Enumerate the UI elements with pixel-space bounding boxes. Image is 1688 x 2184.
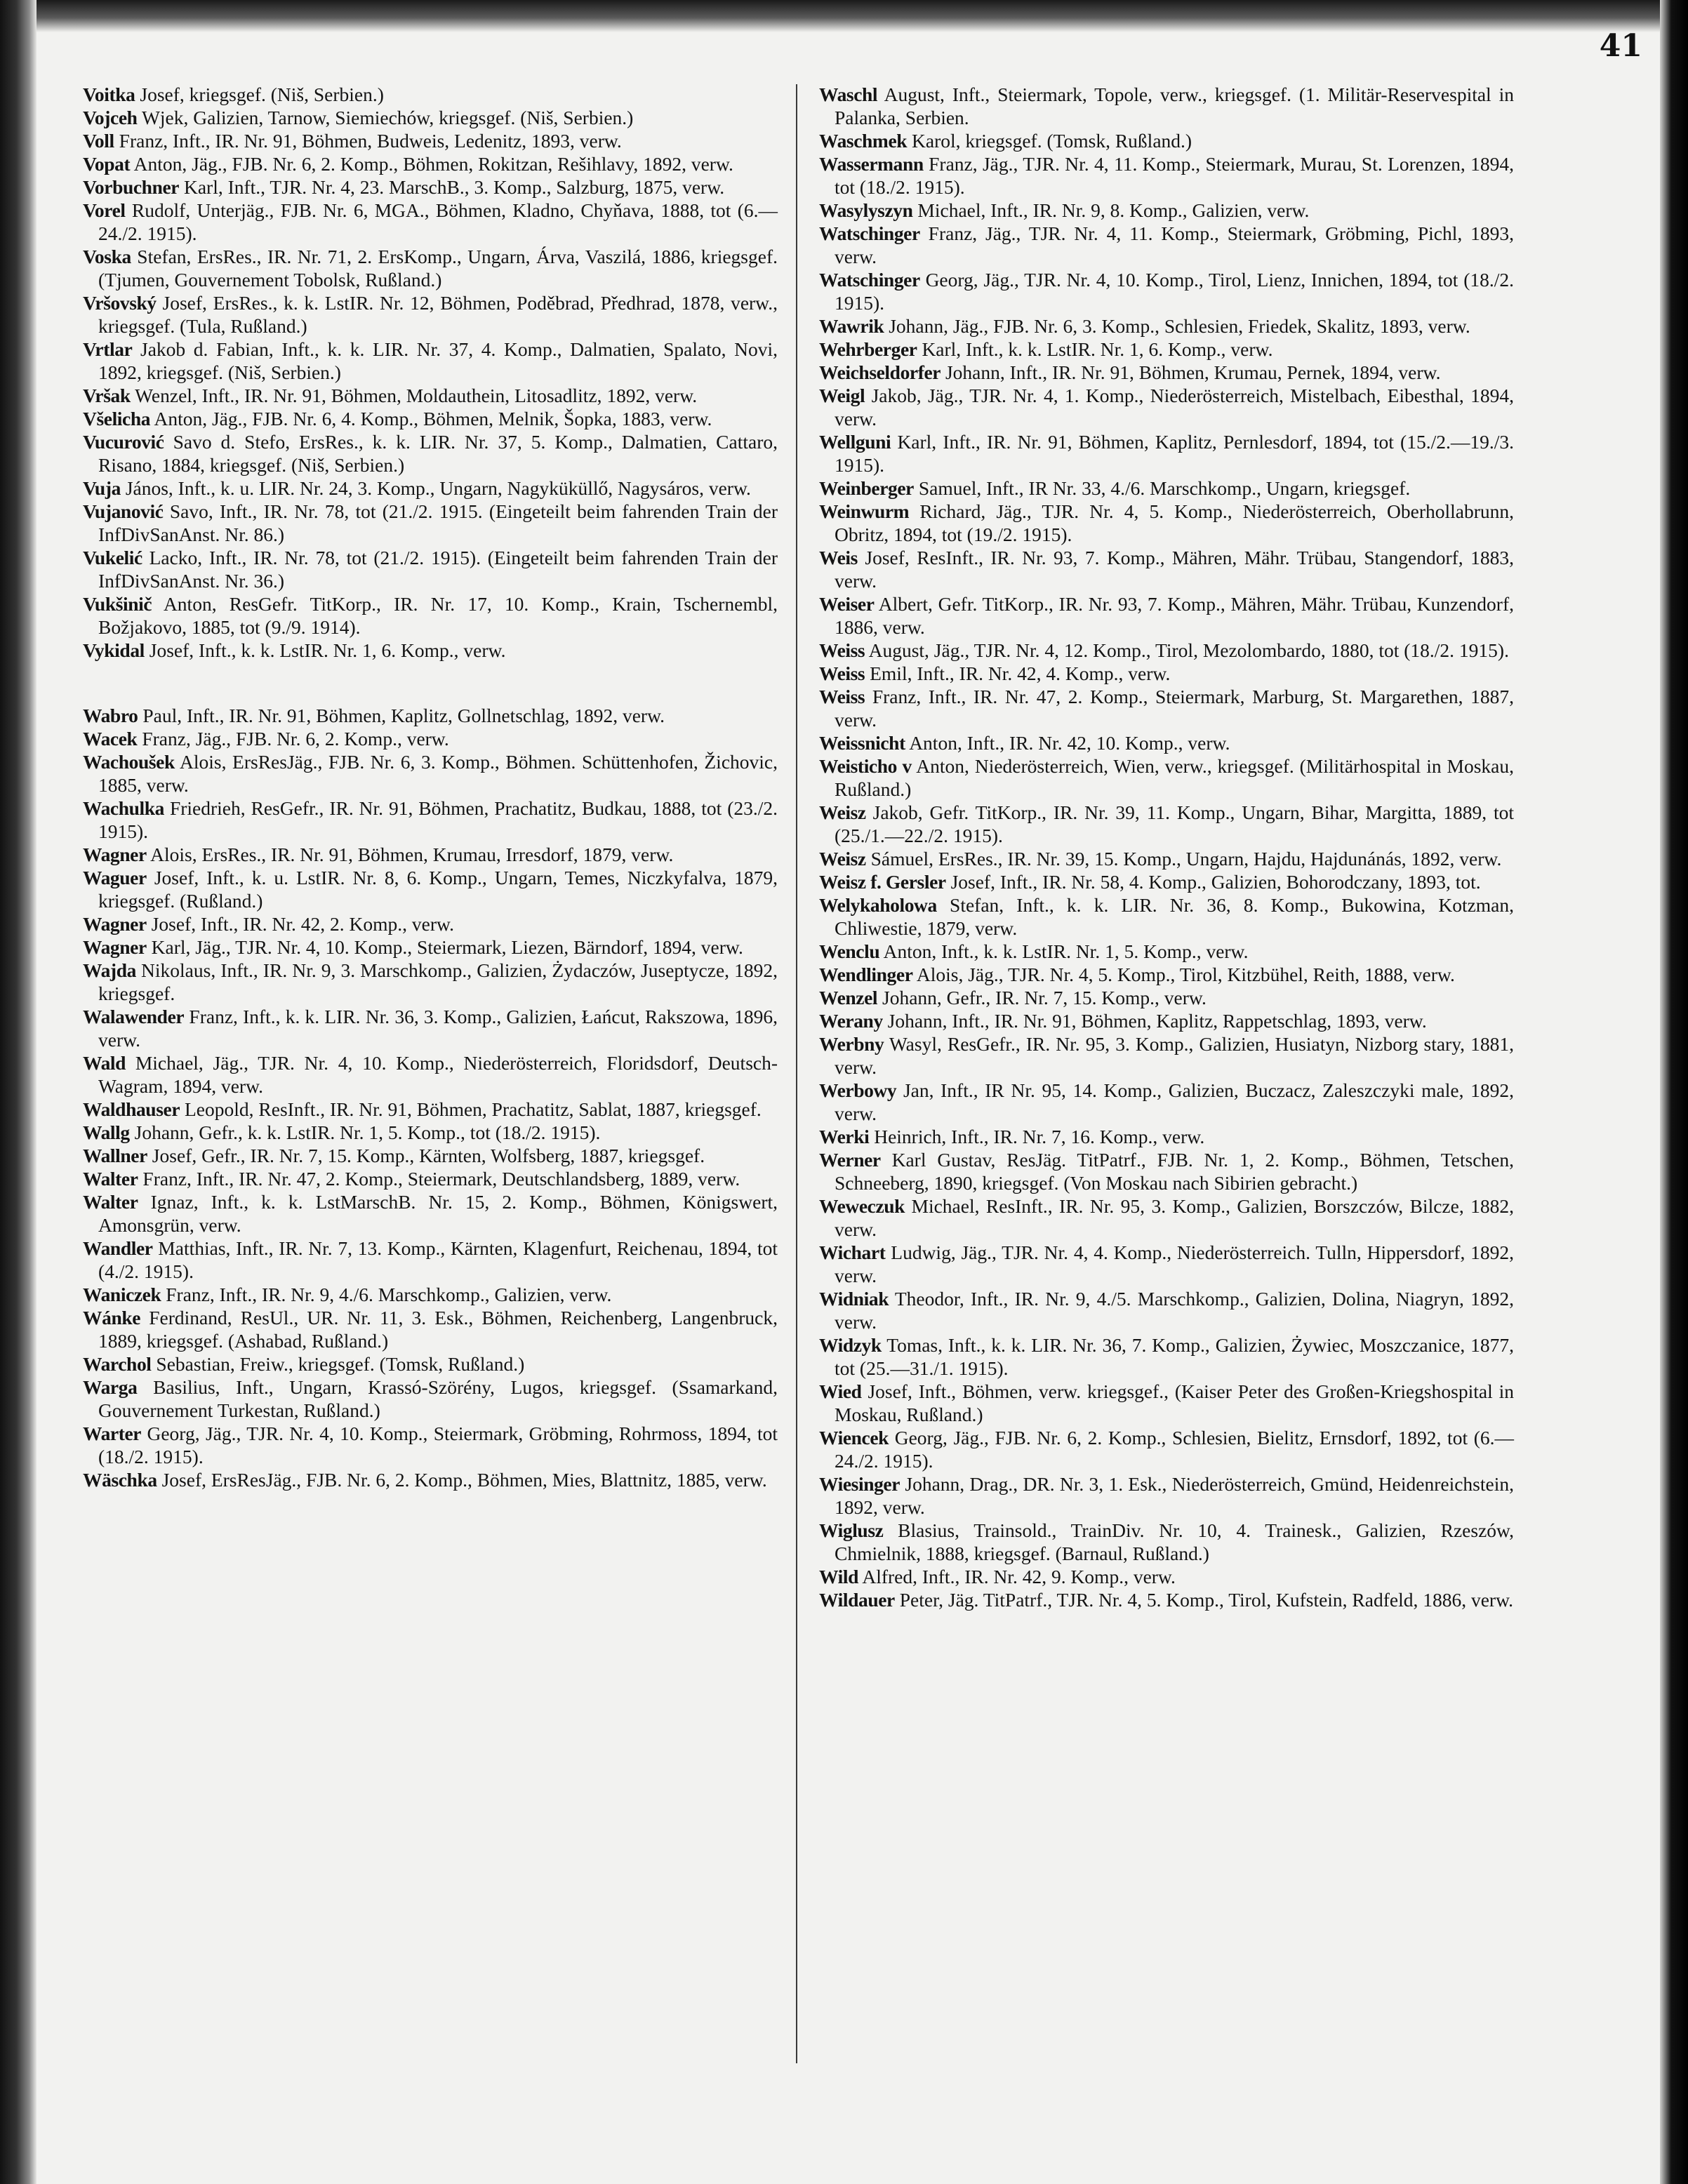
entry-surname: Wabro — [83, 705, 138, 726]
entry-surname: Waschmek — [819, 130, 908, 152]
entry-surname: Wagner — [83, 936, 147, 958]
entry-surname: Weiss — [819, 662, 865, 684]
entry — [819, 338, 1514, 361]
entry — [819, 1194, 1514, 1241]
entry — [83, 1190, 778, 1237]
entry-surname: Wawrik — [819, 315, 884, 337]
entry-surname: Wachoušek — [83, 751, 175, 773]
entry-details: Anton, ResGefr. TitKorp., IR. Nr. 17, 10. Komp., Krain, Tschernembl, Božjakovo, 1885, tot (9./9. 1914). — [98, 593, 778, 638]
entry-surname: Wallg — [83, 1121, 130, 1143]
entry-surname: Widzyk — [819, 1334, 882, 1356]
entry-details: Basilius, Inft., Ungarn, Krassó-Szörény, Lugos, kriegsgef. (Ssamarkand, Gouvernement Turkestan, Rußland.) — [98, 1376, 778, 1421]
entry-details: Karol, kriegsgef. (Tomsk, Rußland.) — [912, 130, 1192, 152]
entry-surname: Vopat — [83, 153, 131, 175]
entry — [83, 477, 778, 500]
entry-surname: Vukelić — [83, 547, 142, 568]
entry-surname: Weiser — [819, 593, 875, 615]
entry-details: Michael, ResInft., IR. Nr. 95, 3. Komp., Galizien, Borszczów, Bilcze, 1882, verw. — [835, 1195, 1515, 1240]
entry-surname: Voitka — [83, 84, 135, 105]
entry — [819, 1241, 1514, 1287]
entry-details: Jakob, Gefr. TitKorp., IR. Nr. 39, 11. Komp., Ungarn, Bihar, Margitta, 1889, tot (25./1.—22./2. 1915). — [835, 801, 1515, 846]
entry-surname: Welykaholowa — [819, 894, 937, 916]
entry — [83, 1352, 778, 1376]
entry-surname: Wild — [819, 1566, 858, 1587]
entry-details: Karl, Inft., k. k. LstIR. Nr. 1, 6. Komp., verw. — [922, 338, 1273, 360]
entry-surname: Weisz f. Gersler — [819, 871, 946, 893]
entry — [819, 662, 1514, 685]
entry-details: Peter, Jäg. TitPatrf., TJR. Nr. 4, 5. Komp., Tirol, Kufstein, Radfeld, 1886, verw. — [899, 1589, 1514, 1611]
entry — [819, 129, 1514, 152]
entry — [83, 1098, 778, 1121]
entry-surname: Waldhauser — [83, 1098, 180, 1120]
entry-details: Richard, Jäg., TJR. Nr. 4, 5. Komp., Niederösterreich, Oberhollabrunn, Obritz, 1894, tot (19./2. 1915). — [835, 500, 1514, 545]
entry-details: Sámuel, ErsRes., IR. Nr. 39, 15. Komp., Ungarn, Hajdu, Hajdunánás, 1892, verw. — [870, 848, 1502, 870]
entry-surname: Vukšinič — [83, 593, 152, 615]
entry-details: Josef, Inft., IR. Nr. 58, 4. Komp., Galizien, Bohorodczany, 1893, tot. — [950, 871, 1481, 893]
entry — [83, 1422, 778, 1468]
entry-surname: Voll — [83, 130, 114, 152]
entry-surname: Wajda — [83, 959, 136, 981]
entry — [819, 1009, 1514, 1032]
entry — [83, 843, 778, 866]
entry-surname: Wasylyszyn — [819, 199, 913, 221]
entry-surname: Vrtlar — [83, 338, 133, 360]
entry-details: Albert, Gefr. TitKorp., IR. Nr. 93, 7. Komp., Mähren, Mähr. Trübau, Kunzendorf, 1886, verw. — [835, 593, 1514, 638]
entry-surname: Wánke — [83, 1307, 141, 1329]
entry — [83, 1144, 778, 1167]
entry-surname: Weiss — [819, 639, 865, 661]
entry — [83, 935, 778, 959]
entry-details: Matthias, Inft., IR. Nr. 7, 13. Komp., Kärnten, Klagenfurt, Reichenau, 1894, tot (4./2. 1915). — [98, 1237, 778, 1282]
entry-details: Josef, Inft., Böhmen, verw. kriegsgef., (Kaiser Peter des Großen-Kriegshospital in Moskau, Rußland.) — [835, 1380, 1514, 1425]
entry — [819, 222, 1514, 268]
entry — [83, 704, 778, 727]
entry — [819, 1333, 1514, 1380]
entry — [819, 754, 1514, 801]
entry-details: Johann, Jäg., FJB. Nr. 6, 3. Komp., Schlesien, Friedek, Skalitz, 1893, verw. — [889, 315, 1470, 337]
entry — [819, 870, 1514, 893]
entry — [819, 500, 1514, 546]
entry-details: Anton, Niederösterreich, Wien, verw., kriegsgef. (Militärhospital in Moskau, Rußland.) — [835, 755, 1515, 800]
entry-details: Anton, Inft., k. k. LstIR. Nr. 1, 5. Komp., verw. — [883, 940, 1249, 962]
entry-details: Franz, Inft., IR. Nr. 47, 2. Komp., Steiermark, Marburg, St. Margarethen, 1887, verw. — [835, 686, 1514, 731]
entry — [819, 1079, 1514, 1125]
entry-details: Franz, Inft., IR. Nr. 9, 4./6. Marschkomp., Galizien, verw. — [166, 1284, 612, 1305]
scan-edge-right — [1660, 0, 1688, 2184]
entry-surname: Warter — [83, 1423, 142, 1444]
entry-details: Leopold, ResInft., IR. Nr. 91, Böhmen, Prachatitz, Sablat, 1887, kriegsgef. — [185, 1098, 762, 1120]
entry — [83, 727, 778, 750]
entry — [83, 866, 778, 912]
entry — [819, 801, 1514, 847]
entry-surname: Watschinger — [819, 222, 920, 244]
entry-details: Sebastian, Freiw., kriegsgef. (Tomsk, Rußland.) — [156, 1353, 525, 1375]
entry — [819, 731, 1514, 754]
entry-details: Emil, Inft., IR. Nr. 42, 4. Komp., verw. — [870, 662, 1171, 684]
entry-surname: Weichseldorfer — [819, 361, 941, 383]
entry-surname: Werany — [819, 1010, 883, 1032]
column-divider — [796, 84, 797, 2063]
entry — [819, 1519, 1514, 1565]
entry-details: Ludwig, Jäg., TJR. Nr. 4, 4. Komp., Niederösterreich. Tulln, Hippersdorf, 1892, verw. — [835, 1241, 1514, 1286]
entry — [83, 106, 778, 129]
entry — [83, 1051, 778, 1098]
entry-details: Paul, Inft., IR. Nr. 91, Böhmen, Kaplitz, Gollnetschlag, 1892, verw. — [142, 705, 665, 726]
entry-details: Josef, Inft., IR. Nr. 42, 2. Komp., verw. — [151, 913, 454, 935]
right-column — [819, 83, 1514, 1611]
entry-details: Michael, Inft., IR. Nr. 9, 8. Komp., Galizien, verw. — [917, 199, 1310, 221]
entry — [819, 1125, 1514, 1148]
entry-surname: Weisz — [819, 801, 866, 823]
entry-details: Stefan, Inft., k. k. LIR. Nr. 36, 8. Komp., Bukowina, Kotzman, Chliwestie, 1879, verw. — [835, 894, 1515, 939]
entry — [819, 199, 1514, 222]
entry — [819, 893, 1514, 940]
entry — [819, 847, 1514, 870]
entry — [819, 986, 1514, 1009]
entry — [83, 1167, 778, 1190]
entry-surname: Wendlinger — [819, 964, 913, 985]
entry — [819, 1032, 1514, 1079]
entry-details: Franz, Jäg., TJR. Nr. 4, 11. Komp., Steiermark, Murau, St. Lorenzen, 1894, tot (18./2. 1915). — [835, 153, 1514, 198]
entry — [83, 797, 778, 843]
entry — [819, 83, 1514, 129]
entry-surname: Waniczek — [83, 1284, 161, 1305]
entry-details: Ferdinand, ResUl., UR. Nr. 11, 3. Esk., Böhmen, Reichenberg, Langenbruck, 1889, kriegsgef. (Ashabad, Rußland.) — [98, 1307, 778, 1352]
entry-details: Karl, Inft., IR. Nr. 91, Böhmen, Kaplitz, Pernlesdorf, 1894, tot (15./2.—19./3. 1915). — [835, 431, 1514, 476]
entry — [83, 384, 778, 407]
entry-details: Wasyl, ResGefr., IR. Nr. 95, 3. Komp., Galizien, Husiatyn, Nizborg stary, 1881, verw. — [835, 1033, 1514, 1078]
entry — [83, 338, 778, 384]
entry-details: Savo, Inft., IR. Nr. 78, tot (21./2. 1915. (Eingeteilt beim fahrenden Train der InfDivSanAnst. Nr. 86.) — [98, 500, 778, 545]
entry-details: Josef, Inft., k. u. LstIR. Nr. 8, 6. Komp., Ungarn, Temes, Niczkyfalva, 1879, kriegsgef. (Rußland.) — [98, 867, 778, 912]
entry — [819, 152, 1514, 199]
entry-surname: Vršovský — [83, 292, 157, 314]
entry-details: Samuel, Inft., IR Nr. 33, 4./6. Marschkomp., Ungarn, kriegsgef. — [918, 477, 1411, 499]
entry-surname: Walter — [83, 1191, 138, 1213]
entry — [83, 1237, 778, 1283]
entry — [819, 1588, 1514, 1611]
entry-details: Wjek, Galizien, Tarnow, Siemiechów, kriegsgef. (Niš, Serbien.) — [141, 107, 634, 128]
entry-details: Franz, Jäg., TJR. Nr. 4, 11. Komp., Steiermark, Gröbming, Pichl, 1893, verw. — [835, 222, 1515, 267]
entry-surname: Vucurović — [83, 431, 164, 453]
entry-surname: Wichart — [819, 1241, 886, 1263]
entry-details: Anton, Inft., IR. Nr. 42, 10. Komp., verw. — [909, 732, 1230, 754]
entry — [83, 175, 778, 199]
entry-surname: Walter — [83, 1168, 138, 1190]
entry — [83, 83, 778, 106]
entry-surname: Wald — [83, 1052, 126, 1074]
entry-surname: Wenclu — [819, 940, 880, 962]
entry-details: Johann, Gefr., IR. Nr. 7, 15. Komp., verw. — [882, 987, 1207, 1008]
entry-details: Johann, Gefr., k. k. LstIR. Nr. 1, 5. Komp., tot (18./2. 1915). — [134, 1121, 601, 1143]
entry-details: Karl Gustav, ResJäg. TitPatrf., FJB. Nr. 1, 2. Komp., Böhmen, Tetschen, Schneeberg, 1890, kriegsgef. (Von Moskau nach Sibirien gebracht.) — [835, 1149, 1514, 1194]
entry-surname: Vorbuchner — [83, 176, 180, 198]
entry-details: Theodor, Inft., IR. Nr. 9, 4./5. Marschkomp., Galizien, Dolina, Niagryn, 1892, verw. — [835, 1288, 1514, 1333]
entry-surname: Wachulka — [83, 797, 165, 819]
entry-surname: Weweczuk — [819, 1195, 905, 1217]
entry-details: Josef, kriegsgef. (Niš, Serbien.) — [140, 84, 384, 105]
entry-details: Johann, Drag., DR. Nr. 3, 1. Esk., Niederösterreich, Gmünd, Heidenreichstein, 1892, verw. — [835, 1473, 1514, 1518]
entry-details: Franz, Inft., IR. Nr. 91, Böhmen, Budweis, Ledenitz, 1893, verw. — [119, 130, 622, 152]
entry-surname: Weigl — [819, 385, 865, 406]
entry-surname: Wacek — [83, 728, 138, 750]
entry-details: August, Inft., Steiermark, Topole, verw., kriegsgef. (1. Militär-Reservespital in Palanka, Serbien. — [835, 84, 1514, 128]
entry-details: Jakob, Jäg., TJR. Nr. 4, 1. Komp., Niederösterreich, Mistelbach, Eibesthal, 1894, verw. — [835, 385, 1515, 430]
entry-details: August, Jäg., TJR. Nr. 4, 12. Komp., Tirol, Mezolombardo, 1880, tot (18./2. 1915). — [868, 639, 1509, 661]
entry — [83, 592, 778, 639]
entry-details: Georg, Jäg., FJB. Nr. 6, 2. Komp., Schlesien, Bielitz, Ernsdorf, 1892, tot (6.—24./2. 1915). — [835, 1427, 1515, 1472]
entry-surname: Wiesinger — [819, 1473, 901, 1495]
entry-details: Johann, Inft., IR. Nr. 91, Böhmen, Krumau, Pernek, 1894, verw. — [945, 361, 1441, 383]
entry — [83, 199, 778, 245]
entry-details: Georg, Jäg., TJR. Nr. 4, 10. Komp., Steiermark, Gröbming, Rohrmoss, 1894, tot (18./2. 1915). — [98, 1423, 778, 1467]
entry — [819, 268, 1514, 314]
entry-surname: Werner — [819, 1149, 881, 1171]
entry-surname: Watschinger — [819, 269, 920, 291]
entry — [819, 361, 1514, 384]
entry — [83, 1468, 778, 1491]
entry — [819, 639, 1514, 662]
entry-details: Jan, Inft., IR Nr. 95, 14. Komp., Galizien, Buczacz, Zaleszczyki male, 1892, verw. — [835, 1079, 1515, 1124]
entry-surname: Wäschka — [83, 1469, 157, 1491]
entry — [83, 912, 778, 935]
entry — [83, 1005, 778, 1051]
entry-surname: Vykidal — [83, 639, 145, 661]
scan-edge-left — [0, 0, 36, 2184]
entry — [83, 129, 778, 152]
entry-surname: Weis — [819, 547, 858, 568]
entry — [819, 1380, 1514, 1426]
entry — [83, 407, 778, 430]
entry — [819, 592, 1514, 639]
entry-details: Stefan, ErsRes., IR. Nr. 71, 2. ErsKomp., Ungarn, Árva, Vaszilá, 1886, kriegsgef. (Tjumen, Gouvernement Tobolsk, Rußland.) — [98, 246, 778, 291]
entry-details: Ignaz, Inft., k. k. LstMarschB. Nr. 15, 2. Komp., Böhmen, Königswert, Amonsgrün, verw. — [98, 1191, 778, 1236]
entry-surname: Wied — [819, 1380, 862, 1402]
entry-details: Michael, Jäg., TJR. Nr. 4, 10. Komp., Niederösterreich, Floridsdorf, Deutsch-Wagram, 1894, verw. — [98, 1052, 778, 1097]
entry-surname: Vuja — [83, 477, 121, 499]
entry — [83, 750, 778, 797]
entry-surname: Wiencek — [819, 1427, 889, 1449]
entry-details: Rudolf, Unterjäg., FJB. Nr. 6, MGA., Böhmen, Kladno, Chyňava, 1888, tot (6.—24./2. 1915). — [98, 199, 778, 244]
entry — [819, 685, 1514, 731]
entry-details: Blasius, Trainsold., TrainDiv. Nr. 10, 4. Trainesk., Galizien, Rzeszów, Chmielnik, 1888, kriegsgef. (Barnaul, Rußland.) — [835, 1519, 1514, 1564]
entry-details: Jakob d. Fabian, Inft., k. k. LIR. Nr. 37, 4. Komp., Dalmatien, Spalato, Novi, 1892, kriegsgef. (Niš, Serbien.) — [98, 338, 778, 383]
entry-details: Alois, Jäg., TJR. Nr. 4, 5. Komp., Tirol, Kitzbühel, Reith, 1888, verw. — [916, 964, 1455, 985]
entry-surname: Weiss — [819, 686, 865, 707]
entry-details: Friedrieh, ResGefr., IR. Nr. 91, Böhmen, Prachatitz, Budkau, 1888, tot (23./2. 1915). — [98, 797, 778, 842]
entry — [819, 1472, 1514, 1519]
entry-details: Josef, ResInft., IR. Nr. 93, 7. Komp., Mähren, Mähr. Trübau, Stangendorf, 1883, verw. — [835, 547, 1514, 592]
entry-details: Anton, Jäg., FJB. Nr. 6, 2. Komp., Böhmen, Rokitzan, Rešihlavy, 1892, verw. — [133, 153, 733, 175]
entry-surname: Wagner — [83, 844, 147, 865]
page-number: 41 — [1599, 28, 1642, 64]
entry — [83, 1283, 778, 1306]
entry-surname: Wagner — [83, 913, 147, 935]
entry — [819, 314, 1514, 338]
entry — [819, 430, 1514, 477]
entry-surname: Waguer — [83, 867, 147, 888]
entry-surname: Weisticho v — [819, 755, 912, 777]
entry-details: Alfred, Inft., IR. Nr. 42, 9. Komp., verw. — [862, 1566, 1176, 1587]
entry-surname: Wenzel — [819, 987, 878, 1008]
entry-details: Nikolaus, Inft., IR. Nr. 9, 3. Marschkomp., Galizien, Żydaczów, Juseptycze, 1892, kriegsgef. — [98, 959, 778, 1004]
entry — [819, 963, 1514, 986]
entry-surname: Vojceh — [83, 107, 138, 128]
entry-surname: Weissnicht — [819, 732, 905, 754]
entry-surname: Werki — [819, 1126, 870, 1147]
left-column — [83, 83, 778, 1491]
scan-edge-top — [0, 0, 1688, 32]
entry-details: Alois, ErsResJäg., FJB. Nr. 6, 3. Komp., Böhmen. Schüttenhofen, Žichovic, 1885, verw. — [98, 751, 778, 796]
entry-surname: Wehrberger — [819, 338, 917, 360]
entry — [83, 1306, 778, 1352]
entry — [819, 546, 1514, 592]
entry-surname: Wallner — [83, 1145, 147, 1166]
entry — [819, 384, 1514, 430]
entry-surname: Weinwurm — [819, 500, 910, 522]
entry — [83, 291, 778, 338]
entry — [83, 546, 778, 592]
entry — [819, 940, 1514, 963]
entry — [819, 1565, 1514, 1588]
entry-details: Karl, Inft., TJR. Nr. 4, 23. MarschB., 3. Komp., Salzburg, 1875, verw. — [183, 176, 725, 198]
entry-details: Georg, Jäg., TJR. Nr. 4, 10. Komp., Tirol, Lienz, Innichen, 1894, tot (18./2. 1915). — [835, 269, 1514, 314]
entry-surname: Warga — [83, 1376, 138, 1398]
entry-surname: Weinberger — [819, 477, 914, 499]
entry — [819, 1148, 1514, 1194]
entry-surname: Vujanović — [83, 500, 164, 522]
entry-details: Karl, Jäg., TJR. Nr. 4, 10. Komp., Steiermark, Liezen, Bärndorf, 1894, verw. — [151, 936, 743, 958]
entry-surname: Wassermann — [819, 153, 924, 175]
entry-surname: Vorel — [83, 199, 126, 221]
entry-details: Franz, Inft., k. k. LIR. Nr. 36, 3. Komp., Galizien, Łańcut, Rakszowa, 1896, verw. — [98, 1006, 778, 1051]
entry-details: Tomas, Inft., k. k. LIR. Nr. 36, 7. Komp., Galizien, Żywiec, Moszczanice, 1877, tot (25.—31./1. 1915). — [835, 1334, 1514, 1379]
entry-details: Josef, Inft., k. k. LstIR. Nr. 1, 6. Komp., verw. — [149, 639, 506, 661]
entry-details: Heinrich, Inft., IR. Nr. 7, 16. Komp., verw. — [874, 1126, 1205, 1147]
entry-surname: Wandler — [83, 1237, 153, 1259]
entry-details: Wenzel, Inft., IR. Nr. 91, Böhmen, Moldauthein, Litosadlitz, 1892, verw. — [135, 385, 698, 406]
entry — [83, 1376, 778, 1422]
entry-surname: Widniak — [819, 1288, 889, 1310]
entry-details: Josef, ErsRes., k. k. LstIR. Nr. 12, Böhmen, Poděbrad, Předhrad, 1878, verw., kriegsgef. (Tula, Rußland.) — [98, 292, 778, 337]
entry-details: Josef, Gefr., IR. Nr. 7, 15. Komp., Kärnten, Wolfsberg, 1887, kriegsgef. — [152, 1145, 705, 1166]
entry — [83, 500, 778, 546]
entry-surname: Všelicha — [83, 408, 151, 430]
entry-surname: Waschl — [819, 84, 878, 105]
entry-surname: Werbny — [819, 1033, 884, 1055]
entry-surname: Wellguni — [819, 431, 891, 453]
entry-details: Anton, Jäg., FJB. Nr. 6, 4. Komp., Böhmen, Melnik, Šopka, 1883, verw. — [154, 408, 712, 430]
entry-details: Franz, Jäg., FJB. Nr. 6, 2. Komp., verw. — [142, 728, 449, 750]
entry-surname: Weisz — [819, 848, 866, 870]
entry — [83, 430, 778, 477]
entry — [819, 1426, 1514, 1472]
entry-details: Franz, Inft., IR. Nr. 47, 2. Komp., Steiermark, Deutschlandsberg, 1889, verw. — [142, 1168, 740, 1190]
entry — [83, 245, 778, 291]
entry-details: Johann, Inft., IR. Nr. 91, Böhmen, Kaplitz, Rappetschlag, 1893, verw. — [887, 1010, 1427, 1032]
entry — [83, 152, 778, 175]
entry-details: Lacko, Inft., IR. Nr. 78, tot (21./2. 1915). (Eingeteilt beim fahrenden Train der InfDivSanAnst. Nr. 36.) — [98, 547, 778, 592]
entry-details: János, Inft., k. u. LIR. Nr. 24, 3. Komp., Ungarn, Nagyküküllő, Nagysáros, verw. — [125, 477, 751, 499]
entry — [819, 1287, 1514, 1333]
entry-surname: Vršak — [83, 385, 131, 406]
entry — [819, 477, 1514, 500]
entry-details: Josef, ErsResJäg., FJB. Nr. 6, 2. Komp., Böhmen, Mies, Blattnitz, 1885, verw. — [161, 1469, 767, 1491]
entry-surname: Werbowy — [819, 1079, 897, 1101]
entry-surname: Warchol — [83, 1353, 152, 1375]
entry-surname: Wildauer — [819, 1589, 895, 1611]
entry-surname: Wiglusz — [819, 1519, 884, 1541]
entry — [83, 639, 778, 662]
entry — [83, 959, 778, 1005]
entry-details: Savo d. Stefo, ErsRes., k. k. LIR. Nr. 37, 5. Komp., Dalmatien, Cattaro, Risano, 1884, kriegsgef. (Niš, Serbien.) — [98, 431, 778, 476]
entry-surname: Voska — [83, 246, 131, 267]
entry-details: Alois, ErsRes., IR. Nr. 91, Böhmen, Krumau, Irresdorf, 1879, verw. — [150, 844, 674, 865]
entry-surname: Walawender — [83, 1006, 185, 1027]
entry — [83, 1121, 778, 1144]
